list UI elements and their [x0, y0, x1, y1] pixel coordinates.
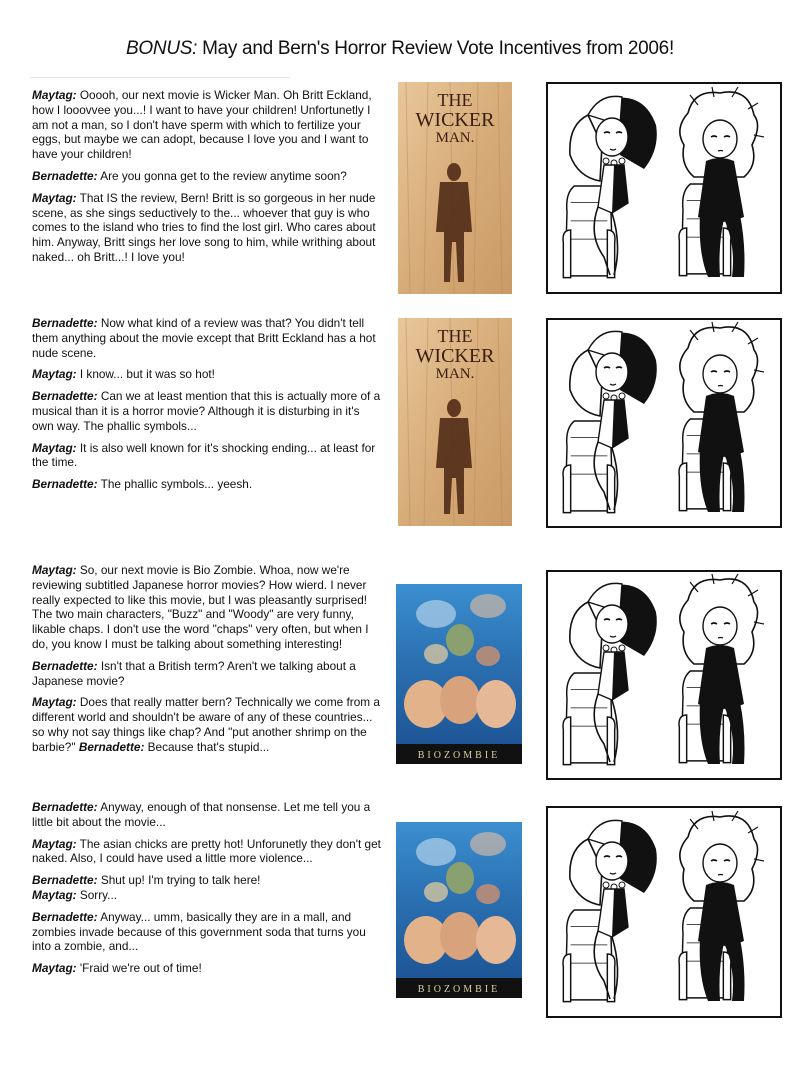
bonus-label: BONUS:: [126, 38, 198, 59]
dialogue-text: Are you gonna get to the review anytime soon?: [100, 168, 347, 183]
dialogue-text: Now what kind of a review was that? You didn't tell them anything about the movie except that Britt Eckland has a hot nude scene.: [32, 316, 376, 360]
dialogue-line: [32, 389, 382, 433]
dialogue-line: [32, 316, 382, 360]
dialogue-text: Does that really matter bern? Technically we come from a different world and shouldn't be aware of any of these countries... so why not say things like chap? And "put another shrimp on the barbie?": [32, 695, 380, 754]
dialogue-text: Can we at least mention that this is actually more of a musical than it is a horror movie? Although it is disturbing in it's own way. The phallic symbols...: [32, 389, 381, 433]
speaker: Maytag:: [32, 440, 77, 455]
dialogue-text: It is also well known for it's shocking ending... at least for the time.: [32, 440, 376, 470]
speaker: Bernadette:: [32, 658, 98, 673]
dialogue-text: Anyway, enough of that nonsense. Let me tell you a little bit about the movie...: [32, 800, 371, 829]
comic-panel: [546, 570, 782, 780]
poster-title: BIOZOMBIE: [417, 984, 501, 995]
poster-title-2: WICKER: [415, 109, 495, 131]
dialogue-text: Ooooh, our next movie is Wicker Man. Oh Britt Eckland, how I looovvee you...! I want to have your children! Unfortunetly I am not a man, so I don't have sperm with which to fertilize your eggs, but maybe we can adopt, because I love you and I want to have your children!: [32, 88, 372, 162]
dialogue-text: I know... but it was so hot!: [79, 367, 215, 382]
dialogue-line: [32, 441, 382, 471]
poster-title-1: THE: [437, 326, 473, 346]
dialogue-line: [32, 477, 382, 492]
speaker: Bernadette:: [78, 739, 145, 754]
speaker: Maytag:: [32, 367, 77, 382]
speaker: Bernadette:: [32, 873, 98, 888]
dialogue-text: Isn't that a British term? Aren't we talking about a Japanese movie?: [32, 658, 356, 688]
bio-zombie-poster: [396, 822, 522, 998]
dialogue-line: [32, 367, 382, 382]
dialogue-text: Anyway... umm, basically they are in a mall, and zombies invade because of this government soda that turns you into a zombie, and...: [32, 909, 366, 954]
speaker: Bernadette:: [32, 909, 98, 924]
divider: [30, 77, 290, 78]
dialogue-line: [32, 169, 382, 184]
title-text: May and Bern's Horror Review Vote Incentives from 2006!: [202, 38, 674, 59]
poster-title-1: THE: [437, 90, 473, 110]
dialogue-line: [32, 837, 382, 867]
dialogue-text: 'Fraid we're out of time!: [79, 961, 202, 976]
dialogue-text: That IS the review, Bern! Britt is so gorgeous in her nude scene, as she sings seductively to the... whoever that guy is who comes to the island who tries to find the lost girl. Who cares about him. Anyway, Britt sings her love song to him, while writhing about naked... oh Britt...! I love you!: [32, 190, 376, 264]
dialogue-text: The phallic symbols... yeesh.: [100, 477, 253, 492]
bio-zombie-poster: [396, 584, 522, 764]
dialogue-text: Because that's stupid...: [147, 739, 270, 754]
speaker: Maytag:: [32, 836, 77, 851]
dialogue-line: [32, 191, 382, 265]
dialogue-line: [32, 563, 382, 652]
page-title: [0, 38, 800, 60]
review-section-1: [32, 88, 382, 272]
dialogue-line: [32, 961, 382, 976]
dialogue-line: [32, 910, 382, 954]
review-section-2: [32, 316, 382, 499]
dialogue-line: [32, 888, 382, 903]
wicker-man-poster: [398, 82, 512, 294]
comic-panel: [546, 806, 782, 1018]
speaker: Maytag:: [32, 961, 77, 976]
speaker: Bernadette:: [32, 168, 98, 183]
dialogue-text: So, our next movie is Bio Zombie. Whoa, now we're reviewing subtitled Japanese horror movies? How wierd. I never really expected to like this movie, but I was pleasantly surprised! The two main characters, "Buzz" and "Woody" are very funny, likable chaps. I don't use the word "chaps" very often, but when I do, you know I must be talking about something interesting!: [32, 563, 369, 651]
dialogue-text: Sorry...: [79, 887, 118, 902]
speaker: Bernadette:: [32, 800, 98, 814]
dialogue-line: [32, 88, 382, 162]
poster-title-2: WICKER: [415, 345, 495, 367]
speaker: Maytag:: [32, 887, 77, 902]
dialogue-text: Shut up! I'm trying to talk here!: [100, 873, 261, 888]
speaker: Bernadette:: [32, 477, 98, 492]
speaker: Maytag:: [32, 88, 77, 102]
speaker: Maytag:: [32, 563, 77, 577]
speaker: Maytag:: [32, 695, 77, 710]
dialogue-line: [32, 695, 382, 754]
dialogue-line: [32, 659, 382, 689]
comic-panel: [546, 318, 782, 528]
review-section-3: [32, 563, 382, 762]
review-section-4: [32, 800, 382, 983]
dialogue-line: [32, 800, 382, 830]
poster-title-3: MAN.: [435, 366, 475, 382]
poster-title-3: MAN.: [435, 130, 475, 146]
comic-panel: [546, 82, 782, 294]
poster-title: BIOZOMBIE: [417, 750, 501, 761]
speaker: Maytag:: [32, 190, 77, 205]
speaker: Bernadette:: [32, 316, 98, 330]
dialogue-text: The asian chicks are pretty hot! Unforunetly they don't get naked. Also, I could have used a little more violence...: [32, 836, 381, 866]
wicker-man-poster: [398, 318, 512, 526]
speaker: Bernadette:: [32, 389, 98, 404]
dialogue-line: [32, 873, 382, 888]
